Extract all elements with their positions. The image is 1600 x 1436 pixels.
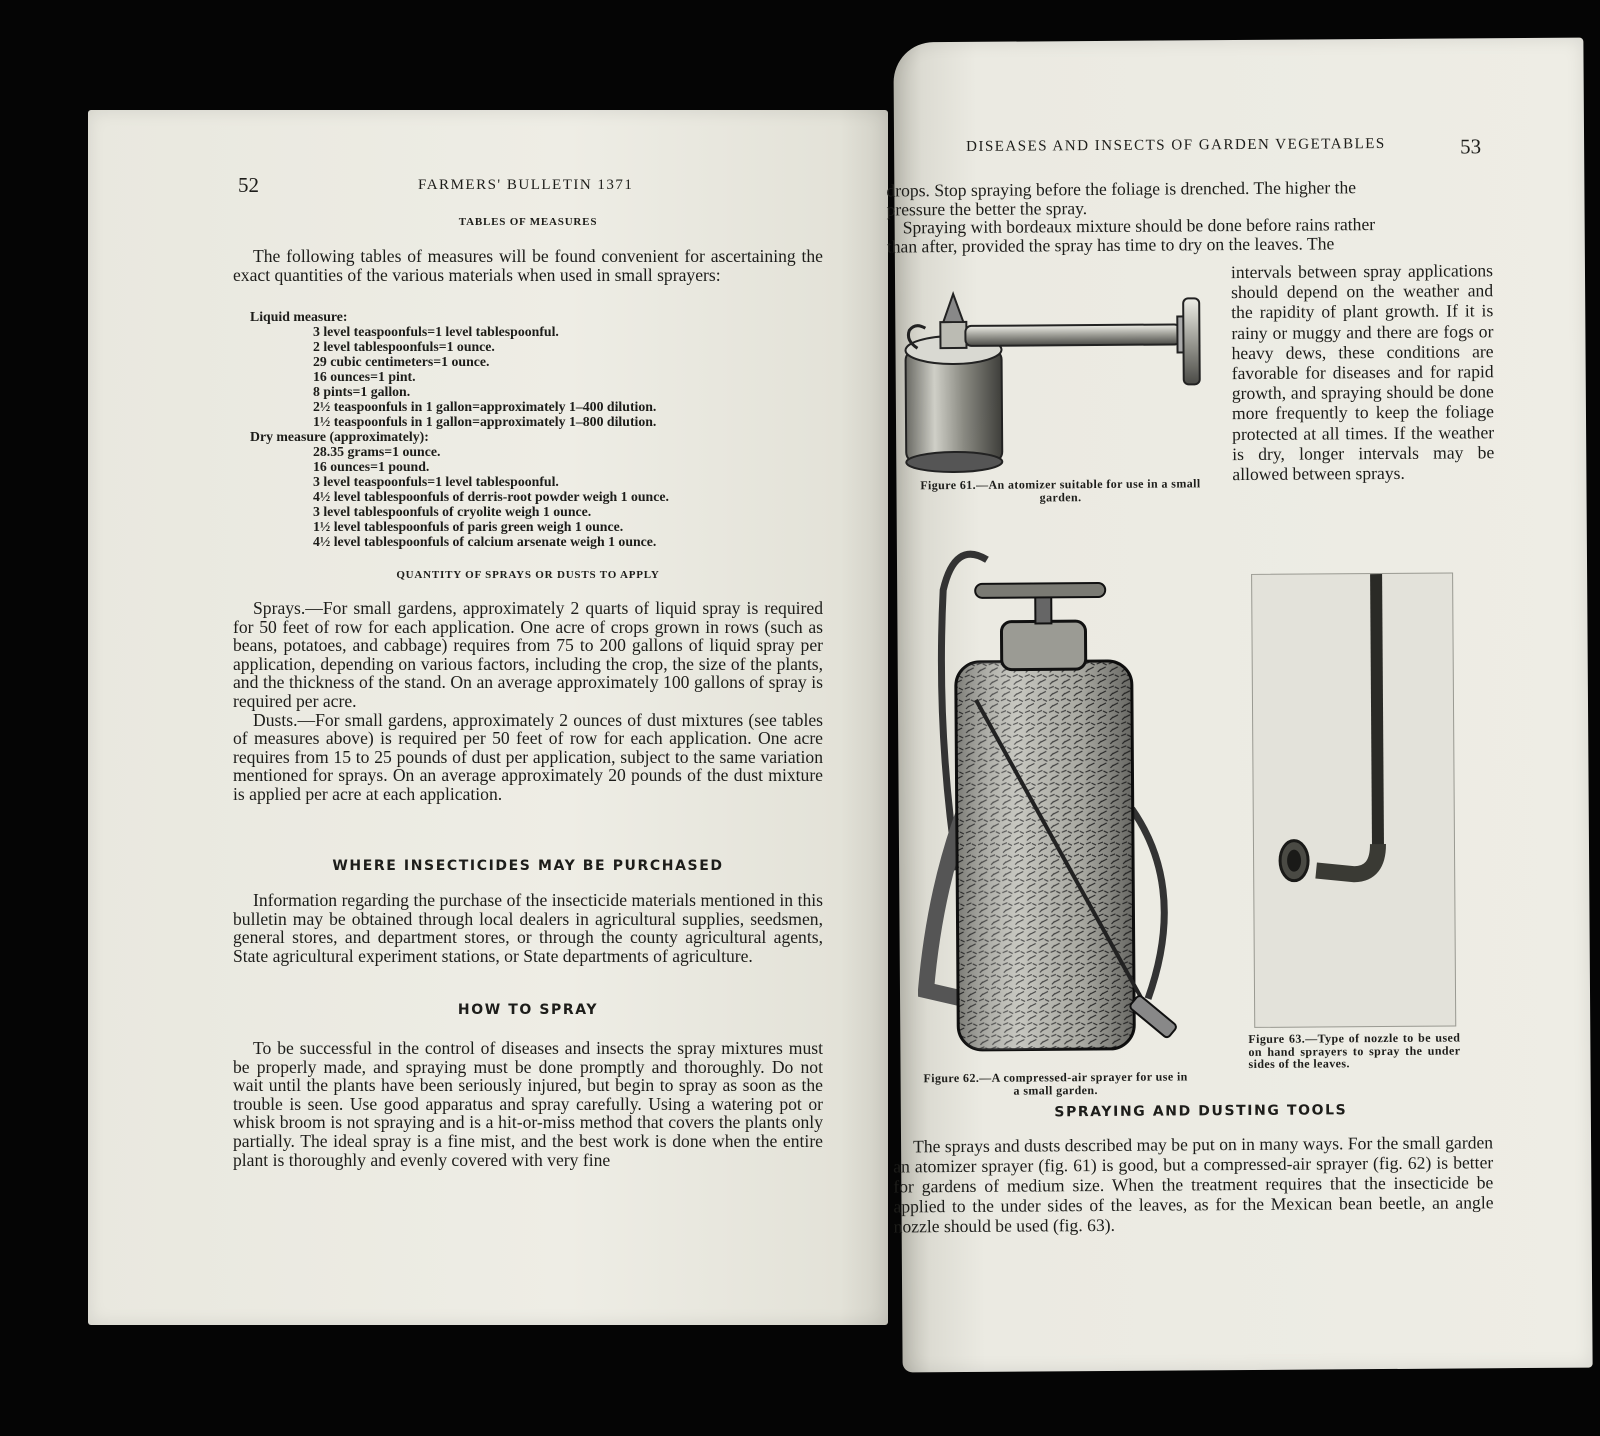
where-paragraph: Information regarding the purchase of the insecticide materials mentioned in this bulletin may be obtained through local dealers in agricultural supplies, seedsmen, general stores, and department stores, or through the county agricultural agents, State agricultural experiment stations, or State departments of agriculture. <box>233 890 823 966</box>
dusts-paragraph: Dusts.—For small gardens, approximately 2 ounces of dust mixtures (see tables of measures above) is required per 50 feet of row for each application. One acre requires from 15 to 25 pounds of dust per application, subject to the same variation mentioned for sprays. On an average approximately 20 pounds of the dust mixture is applied per acre at each application. <box>233 709 823 804</box>
running-head-right: DISEASES AND INSECTS OF GARDEN VEGETABLES <box>966 135 1386 155</box>
dry-item: 4½ level tablespoonfuls of calcium arsenate weigh 1 ounce. <box>313 534 657 549</box>
tools-section <box>893 1132 1494 1236</box>
sprays-paragraph: Sprays.—For small gardens, approximately 2 quarts of liquid spray is required for 50 feet of row for each application. One acre of crops grown in rows (such as beans, potatoes, and cabbage) requires from 75 to 200 gallons of liquid spray per application, depending on various factors, including the crop, the size of the plants, and the thickness of the stand. On an average approximately 100 gallons of spray is required per acre. <box>233 598 823 711</box>
dry-item: 1½ level tablespoonfuls of paris green weigh 1 ounce. <box>313 519 624 534</box>
dry-measure-label: Dry measure (approximately): <box>250 429 429 444</box>
dry-item: 28.35 grams=1 ounce. <box>313 444 441 459</box>
figure-63-caption: Figure 63.—Type of nozzle to be used on hand sprayers to spray the under sides of the leaves. <box>1248 1030 1461 1071</box>
right-page <box>886 38 1592 1373</box>
dry-item: 3 level tablespoonfuls of cryolite weigh 1 ounce. <box>313 504 592 519</box>
figure-62-caption: Figure 62.—A compressed-air sprayer for use in a small garden. <box>923 1069 1188 1098</box>
dry-item: 16 ounces=1 pound. <box>313 459 430 474</box>
quantity-section <box>233 599 823 804</box>
liquid-item: 2 level tablespoonfuls=1 ounce. <box>313 339 495 354</box>
quantity-heading: QUANTITY OF SPRAYS OR DUSTS TO APPLY <box>396 569 660 581</box>
continuation-line-2: pressure the better the spray. <box>886 197 1088 220</box>
how-section <box>233 1039 823 1169</box>
figure-61-caption: Figure 61.—An atomizer suitable for use in a small garden. <box>920 476 1201 504</box>
liquid-item: 1½ teaspoonfuls in 1 gallon=approximately 1–800 dilution. <box>313 414 657 429</box>
where-insecticides-heading: WHERE INSECTICIDES MAY BE PURCHASED <box>332 858 724 874</box>
intro-paragraph <box>233 247 823 284</box>
page-number-left: 52 <box>238 173 259 197</box>
liquid-item: 8 pints=1 gallon. <box>313 384 411 399</box>
liquid-item: 16 ounces=1 pint. <box>313 369 416 384</box>
continuation-line-1: drops. Stop spraying before the foliage is drenched. The higher the <box>886 177 1357 201</box>
compressed-air-sprayer-illustration <box>915 528 1209 1070</box>
continuation-text <box>886 177 1491 256</box>
spraying-column <box>1231 260 1495 484</box>
figure-63-photo <box>1251 573 1456 1028</box>
running-head-left: FARMERS' BULLETIN 1371 <box>418 177 634 193</box>
angle-nozzle-illustration <box>1252 574 1455 1027</box>
spraying-column-text: intervals between spray applications should depend on the weather and the rapidity of plant growth. If it is rainy or muggy and there are fogs or heavy dews, these conditions are favorable for diseases and for rapid growth, and spraying should be done more frequently to keep the foliage protected at all times. If the weather is dry, longer intervals may be allowed between sprays. <box>1230 260 1495 485</box>
dry-item: 3 level teaspoonfuls=1 level tablespoonful. <box>313 474 559 489</box>
liquid-item: 29 cubic centimeters=1 ounce. <box>313 354 490 369</box>
intro-text: The following tables of measures will be found convenient for ascertaining the exact quantities of the various materials when used in small sprayers: <box>233 246 823 285</box>
measure-tables <box>250 309 840 549</box>
page-number-right: 53 <box>1460 134 1482 159</box>
tables-of-measures-heading: TABLES OF MEASURES <box>458 216 598 228</box>
spraying-dusting-tools-heading: SPRAYING AND DUSTING TOOLS <box>1054 1102 1348 1121</box>
spraying-line-1: Spraying with bordeaux mixture should be done before rains rather <box>902 214 1376 238</box>
liquid-item: 3 level teaspoonfuls=1 level tablespoonful. <box>313 324 559 339</box>
left-page <box>88 110 888 1325</box>
tools-paragraph: The sprays and dusts described may be put on in many ways. For the small garden an atomizer sprayer (fig. 61) is good, but a compressed-air sprayer (fig. 62) is better for gardens of medium size. When the treatment requires that the insecticide be applied to the under sides of the leaves, as for the Mexican bean beetle, an angle nozzle should be used (fig. 63). <box>893 1132 1494 1237</box>
how-to-spray-heading: HOW TO SPRAY <box>457 1002 599 1018</box>
atomizer-illustration <box>895 268 1216 480</box>
dry-item: 4½ level tablespoonfuls of derris-root powder weigh 1 ounce. <box>313 489 669 504</box>
liquid-item: 2½ teaspoonfuls in 1 gallon=approximately 1–400 dilution. <box>313 399 657 414</box>
where-section <box>233 891 823 965</box>
spraying-line-2: than after, provided the spray has time to dry on the leaves. The <box>886 233 1335 257</box>
how-paragraph: To be successful in the control of diseases and insects the spray mixtures must be properly made, and spraying must be done promptly and thoroughly. Do not wait until the plants have been seriously injured, but begin to spray as soon as the trouble is seen. Use good apparatus and spray carefully. Using a watering pot or whisk broom is not spraying and is a hit-or-miss method that covers the plants only partially. The ideal spray is a fine mist, and the best work is done when the entire plant is thoroughly and evenly covered with very fine <box>233 1038 823 1170</box>
liquid-measure-label: Liquid measure: <box>250 309 348 324</box>
